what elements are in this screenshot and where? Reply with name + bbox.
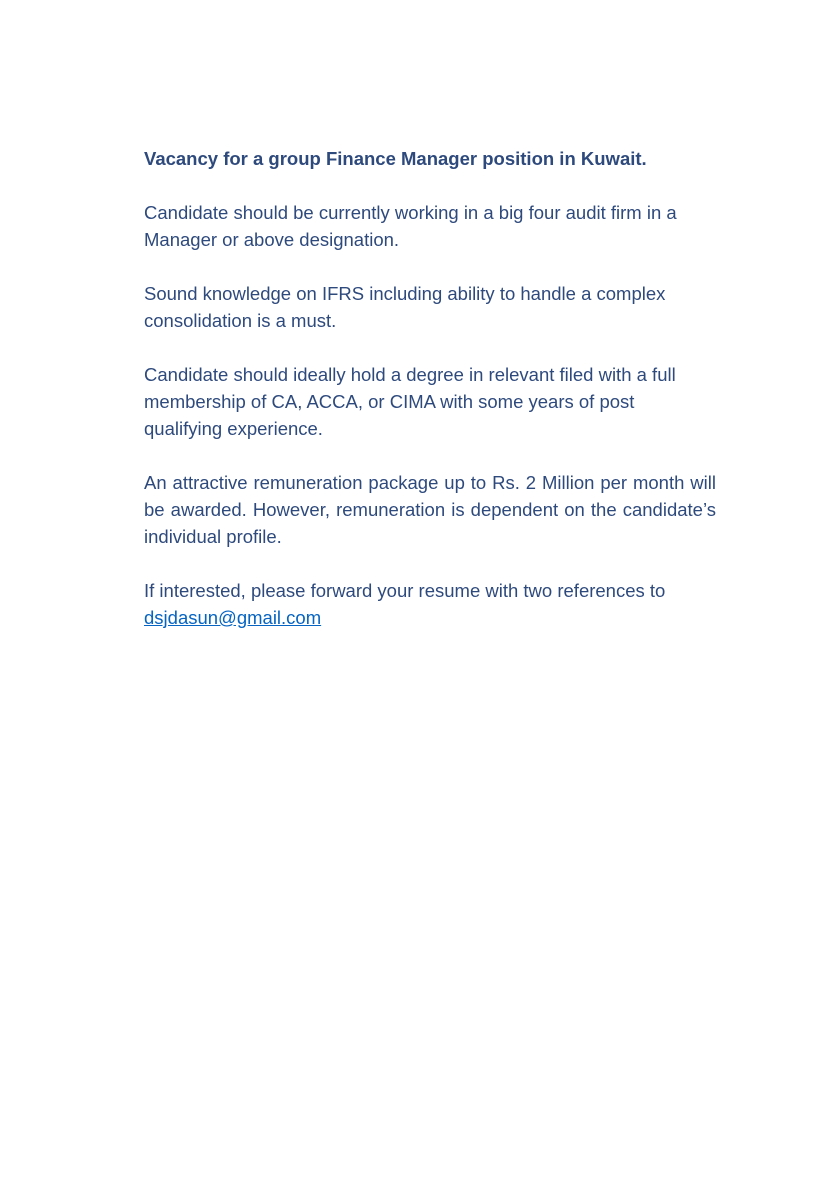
vacancy-title: Vacancy for a group Finance Manager position in Kuwait. [144, 148, 647, 169]
document-body [144, 145, 716, 658]
paragraph-remuneration: An attractive remuneration package up to Rs. 2 Million per month will be awarded. However, remuneration is dependent on the candidate’s individual profile. [144, 472, 716, 547]
contact-text: If interested, please forward your resume with two references to [144, 580, 666, 601]
paragraph-knowledge: Sound knowledge on IFRS including ability to handle a complex consolidation is a must. [144, 283, 666, 331]
paragraph-experience: Candidate should be currently working in a big four audit firm in a Manager or above designation. [144, 202, 677, 250]
paragraph-contact [144, 577, 716, 631]
paragraph-qualifications: Candidate should ideally hold a degree in relevant filed with a full membership of CA, ACCA, or CIMA with some years of post qualifying experience. [144, 364, 676, 439]
email-link[interactable]: dsjdasun@gmail.com [144, 607, 322, 628]
